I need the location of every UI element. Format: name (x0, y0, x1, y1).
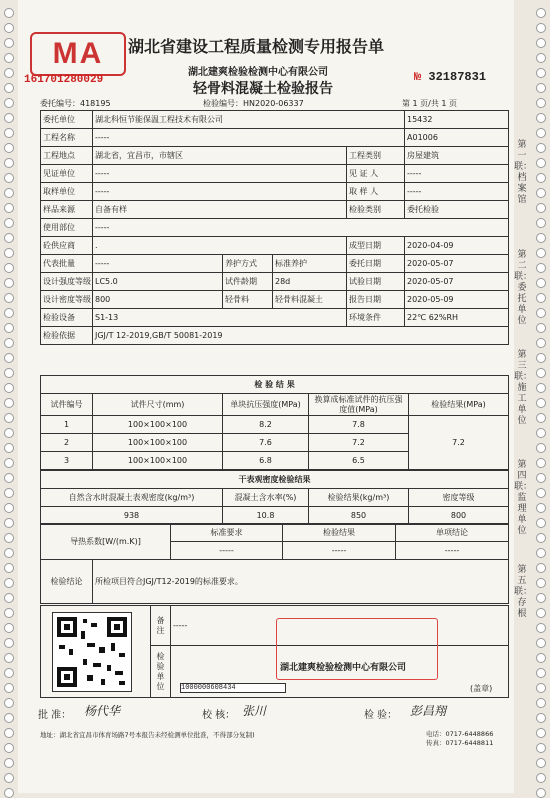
perforation-hole (4, 368, 14, 378)
perforation-hole (536, 518, 546, 528)
perforation-hole (536, 98, 546, 108)
perforation-hole (536, 653, 546, 663)
info-cell: 2020-05-07 (405, 255, 509, 273)
conclusion-label: 检验结论 (41, 560, 93, 604)
table-cell: 938 (41, 507, 223, 525)
perforation-hole (4, 488, 14, 498)
info-cell: 试件龄期 (223, 273, 273, 291)
perforation-hole (536, 458, 546, 468)
perforation-hole (536, 578, 546, 588)
table-cell: 3 (41, 452, 93, 470)
perforation-hole (4, 98, 14, 108)
info-cell: 砼供应商 (41, 237, 93, 255)
info-table (40, 110, 509, 345)
perforation-hole (4, 8, 14, 18)
perforation-hole (536, 353, 546, 363)
table-cell: 10.8 (223, 507, 309, 525)
perforation-hole (536, 398, 546, 408)
footer-address: 地址：湖北省宜昌市体育场路7号本报告未经检测单位批准，不得部分复制) (40, 731, 255, 739)
table-cell: 100×100×100 (93, 434, 223, 452)
perforation-hole (536, 503, 546, 513)
table-cell: 850 (309, 507, 409, 525)
perforation-hole (536, 413, 546, 423)
table-cell: 8.2 (223, 416, 309, 434)
perforation-hole (4, 338, 14, 348)
perforation-hole (536, 773, 546, 783)
density-table (40, 470, 509, 525)
center-name: 湖北建爽检验检测中心有限公司 (188, 67, 328, 78)
perforation-hole (4, 533, 14, 543)
perforation-hole (4, 578, 14, 588)
perforation-hole (536, 533, 546, 543)
info-cell: 报告日期 (347, 291, 405, 309)
info-cell: 工程类别 (347, 147, 405, 165)
perforation-hole (536, 323, 546, 333)
perforation-hole (536, 38, 546, 48)
perforation-hole (4, 128, 14, 138)
copy-label-3: 第三联：施工单位 (514, 350, 533, 426)
results-title: 检 验 结 果 (41, 376, 509, 394)
copy-label-1: 第一联：档案馆 (514, 140, 533, 205)
info-cell: 轻骨料 (223, 291, 273, 309)
perforation-hole (536, 158, 546, 168)
info-cell: 成型日期 (347, 237, 405, 255)
perforation-hole (536, 263, 546, 273)
approve-label: 批 准： (38, 710, 72, 721)
perforation-hole (536, 233, 546, 243)
perforation-hole (536, 428, 546, 438)
perforation-hole (4, 53, 14, 63)
inspection-number: 检验编号：HN2020-06337 (203, 99, 304, 108)
col-converted: 换算成标准试件的抗压强度值(MPa) (309, 394, 409, 416)
perforation-hole (4, 683, 14, 693)
perforation-hole (4, 158, 14, 168)
perforation-hole (536, 308, 546, 318)
perforation-hole (536, 293, 546, 303)
perforation-hole (536, 788, 546, 798)
info-cell: 样品来源 (41, 201, 93, 219)
perforation-hole (4, 593, 14, 603)
perforation-hole (4, 278, 14, 288)
entrust-number: 委托编号：418195 (40, 99, 111, 108)
perforation-hole (4, 113, 14, 123)
perforation-hole (536, 563, 546, 573)
perforation-hole (4, 458, 14, 468)
perforation-hole (536, 593, 546, 603)
perforation-hole (4, 518, 14, 528)
info-cell: 工程地点 (41, 147, 93, 165)
footer-fax: 传真：0717-6448811 (426, 739, 494, 747)
perforation-hole (536, 188, 546, 198)
info-cell: 工程名称 (41, 129, 93, 147)
perforation-hole (536, 218, 546, 228)
perforation-hole (536, 713, 546, 723)
perforation-hole (4, 428, 14, 438)
perforation-hole (536, 23, 546, 33)
perforation-hole (536, 113, 546, 123)
info-cell: 设计密度等级 (41, 291, 93, 309)
info-cell: ----- (405, 183, 509, 201)
info-cell: 委托检验 (405, 201, 509, 219)
info-cell: 取样单位 (41, 183, 93, 201)
left-perforation (0, 0, 18, 793)
info-cell: 800 (93, 291, 223, 309)
col-density-grade: 密度等级 (409, 489, 509, 507)
perforation-hole (536, 278, 546, 288)
perforation-hole (4, 743, 14, 753)
perforation-hole (536, 743, 546, 753)
info-cell: 标准养护 (273, 255, 347, 273)
perforation-hole (4, 38, 14, 48)
perforation-hole (536, 143, 546, 153)
perforation-hole (4, 398, 14, 408)
conclusion-table (40, 559, 509, 604)
table-cell: 100×100×100 (93, 452, 223, 470)
approve-signature: 杨代华 (84, 704, 121, 718)
info-cell: 委托日期 (347, 255, 405, 273)
perforation-hole (536, 338, 546, 348)
col-size: 试件尺寸(mm) (93, 394, 223, 416)
perforation-hole (4, 83, 14, 93)
remark-value: ----- (171, 606, 509, 646)
perforation-hole (4, 623, 14, 633)
info-cell: 见证单位 (41, 165, 93, 183)
info-cell: ----- (93, 255, 223, 273)
info-cell: JGJ/T 12-2019,GB/T 50081-2019 (93, 327, 509, 345)
info-cell: 见 证 人 (347, 165, 405, 183)
perforation-hole (4, 263, 14, 273)
info-cell: A01006 (405, 129, 509, 147)
qr-code (52, 612, 132, 692)
info-cell: 检验依据 (41, 327, 93, 345)
perforation-hole (4, 188, 14, 198)
perforation-hole (4, 143, 14, 153)
perforation-hole (4, 473, 14, 483)
perforation-hole (536, 623, 546, 633)
info-cell: 2020-05-09 (405, 291, 509, 309)
info-cell: 委托单位 (41, 111, 93, 129)
info-cell: S1-13 (93, 309, 347, 327)
perforation-hole (4, 443, 14, 453)
perforation-hole (536, 383, 546, 393)
table-cell: 800 (409, 507, 509, 525)
col-thermal-result: 检验结果 (283, 524, 396, 542)
perforation-hole (536, 488, 546, 498)
test-label: 检 验： (364, 710, 398, 721)
table-cell: 7.6 (223, 434, 309, 452)
perforation-hole (536, 248, 546, 258)
info-cell: 2020-05-07 (405, 273, 509, 291)
perforation-hole (536, 668, 546, 678)
report-page (18, 0, 514, 793)
table-cell: 2 (41, 434, 93, 452)
info-cell: 使用部位 (41, 219, 93, 237)
info-cell: ----- (93, 165, 347, 183)
info-cell: 取 样 人 (347, 183, 405, 201)
perforation-hole (536, 443, 546, 453)
perforation-hole (4, 638, 14, 648)
info-cell: 2020-04-09 (405, 237, 509, 255)
col-result: 检验结果(MPa) (409, 394, 509, 416)
info-cell: . (93, 237, 347, 255)
perforation-hole (4, 233, 14, 243)
col-standard: 标准要求 (171, 524, 283, 542)
inspection-org: 湖北建爽检验检测中心有限公司 (280, 663, 407, 673)
table-cell: ----- (171, 542, 283, 560)
footer-tel: 电话：0717-6448866 (426, 730, 494, 738)
thermal-label: 导热系数[W/(m.K)] (41, 524, 171, 560)
perforation-hole (4, 548, 14, 558)
page-indicator: 第 1 页/共 1 页 (402, 99, 458, 108)
info-cell: 自备有样 (93, 201, 347, 219)
copy-label-5: 第五联：存 根 (514, 565, 533, 619)
info-cell: 试验日期 (347, 273, 405, 291)
info-cell: 22℃ 62%RH (405, 309, 509, 327)
copy-label-2: 第二联：委托单位 (514, 250, 533, 326)
perforation-hole (4, 668, 14, 678)
test-signature: 彭昌翔 (410, 704, 447, 718)
perforation-hole (4, 758, 14, 768)
perforation-hole (4, 713, 14, 723)
perforation-hole (4, 383, 14, 393)
results-table (40, 375, 509, 470)
perforation-hole (536, 683, 546, 693)
perforation-hole (4, 653, 14, 663)
perforation-hole (536, 83, 546, 93)
table-cell: 100×100×100 (93, 416, 223, 434)
col-apparent-density: 自然含水时混凝土表观密度(kg/m³) (41, 489, 223, 507)
table-cell: 6.5 (309, 452, 409, 470)
remark-label: 备注 (151, 606, 171, 646)
info-cell: 房屋建筑 (405, 147, 509, 165)
density-title: 干表观密度检验结果 (41, 471, 509, 489)
info-cell: 养护方式 (223, 255, 273, 273)
perforation-hole (4, 323, 14, 333)
perforation-hole (4, 608, 14, 618)
form-title: 湖北省建设工程质量检测专用报告单 (128, 37, 385, 56)
info-cell: ----- (93, 219, 509, 237)
perforation-hole (536, 173, 546, 183)
info-cell: 设计强度等级 (41, 273, 93, 291)
info-cell: 代表批量 (41, 255, 93, 273)
info-cell: 环境条件 (347, 309, 405, 327)
perforation-hole (4, 413, 14, 423)
perforation-hole (536, 128, 546, 138)
info-cell: ----- (93, 183, 347, 201)
report-title: 轻骨料混凝土检验报告 (193, 81, 333, 97)
perforation-hole (4, 248, 14, 258)
check-label: 校 核： (202, 710, 236, 721)
perforation-hole (536, 548, 546, 558)
col-moisture: 混凝土含水率(%) (223, 489, 309, 507)
perforation-hole (536, 68, 546, 78)
perforation-hole (536, 608, 546, 618)
info-cell: 28d (273, 273, 347, 291)
info-cell: 轻骨料混凝土 (273, 291, 347, 309)
info-cell: ----- (93, 129, 405, 147)
inspection-unit-label: 检验单位 (151, 646, 171, 698)
perforation-hole (4, 788, 14, 798)
perforation-hole (4, 728, 14, 738)
perforation-hole (536, 728, 546, 738)
info-cell: LC5.0 (93, 273, 223, 291)
perforation-hole (536, 758, 546, 768)
col-strength: 单块抗压强度(MPa) (223, 394, 309, 416)
perforation-hole (536, 203, 546, 213)
perforation-hole (4, 203, 14, 213)
info-cell: ----- (405, 165, 509, 183)
table-cell: ----- (283, 542, 396, 560)
perforation-hole (4, 698, 14, 708)
perforation-hole (536, 8, 546, 18)
perforation-hole (4, 293, 14, 303)
seal-label: (盖章) (470, 684, 493, 693)
right-perforation (532, 0, 550, 793)
report-code: 161701280029 (24, 74, 104, 86)
col-specimen-no: 试件编号 (41, 394, 93, 416)
col-density-result: 检验结果(kg/m³) (309, 489, 409, 507)
perforation-hole (4, 563, 14, 573)
info-cell: 湖北科恒节能保温工程技术有限公司 (93, 111, 405, 129)
perforation-hole (536, 698, 546, 708)
thermal-table (40, 523, 509, 560)
serial-number: № 32187831 (414, 70, 487, 84)
perforation-hole (4, 173, 14, 183)
table-cell: 6.8 (223, 452, 309, 470)
perforation-hole (536, 368, 546, 378)
perforation-hole (536, 473, 546, 483)
info-cell: 检验类别 (347, 201, 405, 219)
perforation-hole (536, 638, 546, 648)
table-cell: 7.8 (309, 416, 409, 434)
check-signature: 张川 (242, 704, 267, 718)
cma-logo: MA (30, 32, 126, 76)
col-conclusion: 单项结论 (396, 524, 509, 542)
perforation-hole (4, 773, 14, 783)
info-cell: 15432 (405, 111, 509, 129)
perforation-hole (4, 308, 14, 318)
table-cell: ----- (396, 542, 509, 560)
perforation-hole (536, 53, 546, 63)
perforation-hole (4, 68, 14, 78)
info-cell: 检验设备 (41, 309, 93, 327)
table-cell: 7.2 (309, 434, 409, 452)
info-cell: 湖北省，宜昌市，市辖区 (93, 147, 347, 165)
table-cell: 1 (41, 416, 93, 434)
perforation-hole (4, 353, 14, 363)
perforation-hole (4, 218, 14, 228)
barcode: 1000000608434 (180, 683, 286, 693)
perforation-hole (4, 23, 14, 33)
copy-label-4: 第四联：监理单位 (514, 460, 533, 536)
conclusion-text: 所检项目符合JGJ/T12-2019的标准要求。 (93, 560, 509, 604)
result-value: 7.2 (409, 416, 509, 470)
perforation-hole (4, 503, 14, 513)
